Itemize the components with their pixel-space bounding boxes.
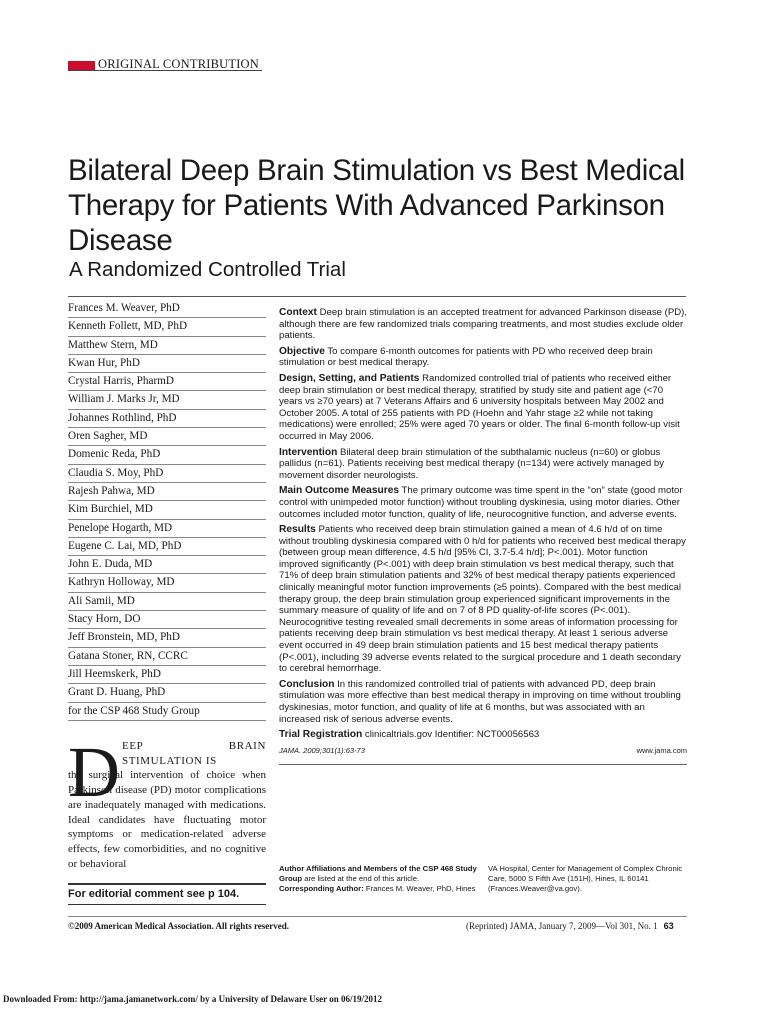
editorial-note: For editorial comment see p 104. (68, 888, 240, 900)
abstract-section (279, 679, 687, 725)
abstract-heading: Design, Setting, and Patients (279, 372, 420, 384)
abstract-heading: Objective (279, 345, 325, 357)
drop-cap: D (68, 732, 120, 812)
copyright: ©2009 American Medical Association. All rights reserved. (68, 921, 290, 931)
affiliations-heading: Author Affiliations and Members of the CSP 468 Study Group (279, 864, 477, 883)
abstract-text: Patients who received deep brain stimulation gained a mean of 4.6 h/d of on time without troubling dyskinesia compared with 0 h/d for patients who received best medical therapy (between group mean difference, 4.5 h/d [95% CI, 3.7-5.4 h/d]; P<.001). Motor function improved significantly (P<.001) with deep brain stimulation vs best medical therapy, such that 71% of deep brain stimulation patients and 32% of best medical therapy patients experienced clinically meaningful motor function improvements (≥5 points). Compared with the best medical therapy group, the deep brain stimulation group experienced significant improvements in the summary measure of quality of life and on 7 of 8 PD quality-of-life scores (P<.001). Neurocognitive testing revealed small decrements in some areas of information processing for patients receiving deep brain stimulation vs best medical therapy. At least 1 serious adverse event occurred in 49 deep brain stimulation patients and 15 best medical therapy patients (P<.001), including 39 adverse events related to the surgical procedure and 1 death secondary to cerebral hemorrhage. (279, 524, 686, 675)
author-item: Oren Sagher, MD (68, 428, 266, 446)
abstract-text: To compare 6-month outcomes for patients with PD who received deep brain stimulation or best medical therapy. (279, 345, 653, 369)
abstract-section (279, 346, 687, 369)
abstract-section (279, 307, 687, 342)
corresponding-author-heading: Corresponding Author: (279, 884, 364, 893)
author-item: Crystal Harris, PharmD (68, 373, 266, 391)
author-item: Jill Heemskerk, PhD (68, 666, 266, 684)
abstract-text: The primary outcome was time spent in the “on” state (good motor control with unimpeded motor function) without troubling dyskinesia, using motor diaries. Other outcomes included motor function, quality of life, neurocognitive function, and adverse events. (279, 485, 683, 520)
body-lead-in: EEP BRAIN STIMULATION IS (122, 740, 266, 767)
author-item: Matthew Stern, MD (68, 337, 266, 355)
journal-url[interactable]: www.jama.com (636, 745, 687, 755)
author-item: Grant D. Huang, PhD (68, 684, 266, 702)
abstract-text: In this randomized controlled trial of patients with advanced PD, deep brain stimulation was more effective than best medical therapy in improving on time without troubling dyskinesias, motor function, and quality of life at 6 months, but was associated with an increased risk of serious adverse events. (279, 678, 681, 725)
author-item: Gatana Stoner, RN, CCRC (68, 648, 266, 666)
folio (466, 921, 674, 931)
author-item: Kim Burchiel, MD (68, 501, 266, 519)
author-item: William J. Marks Jr, MD (68, 391, 266, 409)
affiliations-col-2 (488, 864, 687, 894)
citation-ref: JAMA. 2009;301(1):63-73 (279, 745, 365, 755)
abstract-rule (279, 764, 687, 765)
abstract-heading: Intervention (279, 446, 338, 458)
affiliations-col-1 (279, 864, 478, 894)
author-item: Jeff Bronstein, MD, PhD (68, 629, 266, 647)
corresponding-address: VA Hospital, Center for Management of Complex Chronic Care, 5000 S Fifth Ave (151H), Hines, IL 60141 (Frances.Weaver@va.gov). (488, 864, 683, 893)
author-item: Frances M. Weaver, PhD (68, 300, 266, 318)
abstract-text: Bilateral deep brain stimulation of the subthalamic nucleus (n=60) or globus pallidus (n=61). Patients receiving best medical therapy (n=134) were actively managed by movement disorder neurologists. (279, 446, 665, 481)
author-item: Johannes Rothlind, PhD (68, 410, 266, 428)
abstract-heading: Main Outcome Measures (279, 485, 400, 497)
abstract-text: Randomized controlled trial of patients who received either deep brain stimulation or best medical therapy, stratified by study site and patient age (<70 years vs ≥70 years) at 7 Veterans Affairs and 6 university hospitals between May 2002 and October 2005. A total of 255 patients with PD (Hoehn and Yahr stage ≥2 while not taking medications) were enrolled; 25% were aged 70 years or older. The final 6-month follow-up visit occurred in May 2006. (279, 372, 680, 442)
section-accent-bar (68, 61, 95, 70)
editorial-rule-top (68, 883, 266, 885)
abstract-heading: Trial Registration (279, 729, 363, 741)
page-number: 63 (663, 921, 674, 931)
abstract-text: clinicaltrials.gov Identifier: NCT00056563 (364, 729, 540, 741)
author-item: for the CSP 468 Study Group (68, 703, 266, 721)
body-text: the surgical intervention of choice when Parkinson disease (PD) motor complications are inadequately managed with medications. Ideal candidates have fluctuating motor symptoms or medication-related adverse effects, few comorbidities, and no cognitive or behavioral (68, 769, 266, 870)
abstract-section (279, 447, 687, 482)
download-note: Downloaded From: http://jama.jamanetwork.com/ by a University of Delaware User on 06/19/2012 (3, 994, 382, 1004)
author-item: Rajesh Pahwa, MD (68, 483, 266, 501)
author-item: Claudia S. Moy, PhD (68, 465, 266, 483)
footer-rule (68, 916, 687, 917)
author-item: Kathryn Holloway, MD (68, 574, 266, 592)
editorial-rule-bottom (68, 904, 266, 905)
folio-text: (Reprinted) JAMA, January 7, 2009—Vol 301, No. 1 (466, 921, 658, 931)
author-affiliations (279, 864, 687, 894)
author-item: Ali Samii, MD (68, 593, 266, 611)
author-item: John E. Duda, MD (68, 556, 266, 574)
abstract-heading: Results (279, 524, 316, 536)
abstract (279, 307, 687, 765)
affiliations-text: are listed at the end of this article. (304, 874, 420, 883)
author-item: Kenneth Follett, MD, PhD (68, 318, 266, 336)
abstract-text: Deep brain stimulation is an accepted treatment for advanced Parkinson disease (PD), although there are few randomized trials comparing treatments, and most studies exclude older patients. (279, 307, 688, 342)
author-item: Eugene C. Lai, MD, PhD (68, 538, 266, 556)
abstract-sections (279, 307, 687, 741)
section-label: ORIGINAL CONTRIBUTION (98, 57, 260, 71)
abstract-section (279, 373, 687, 443)
title-rule (68, 296, 686, 297)
author-item: Domenic Reda, PhD (68, 446, 266, 464)
author-list (68, 300, 266, 721)
abstract-section (279, 524, 687, 675)
author-item: Stacy Horn, DO (68, 611, 266, 629)
abstract-section (279, 485, 687, 520)
abstract-heading: Conclusion (279, 678, 335, 690)
body-paragraph (68, 732, 266, 871)
article-subtitle: A Randomized Controlled Trial (69, 258, 346, 281)
author-item: Kwan Hur, PhD (68, 355, 266, 373)
abstract-section (279, 729, 687, 741)
article-title: Bilateral Deep Brain Stimulation vs Best Medical Therapy for Patients With Advanced Parkinson Disease (68, 154, 685, 257)
corresponding-author-text: Frances M. Weaver, PhD, Hines (365, 884, 476, 893)
abstract-heading: Context (279, 307, 317, 318)
citation-row (279, 745, 687, 757)
author-item: Penelope Hogarth, MD (68, 520, 266, 538)
